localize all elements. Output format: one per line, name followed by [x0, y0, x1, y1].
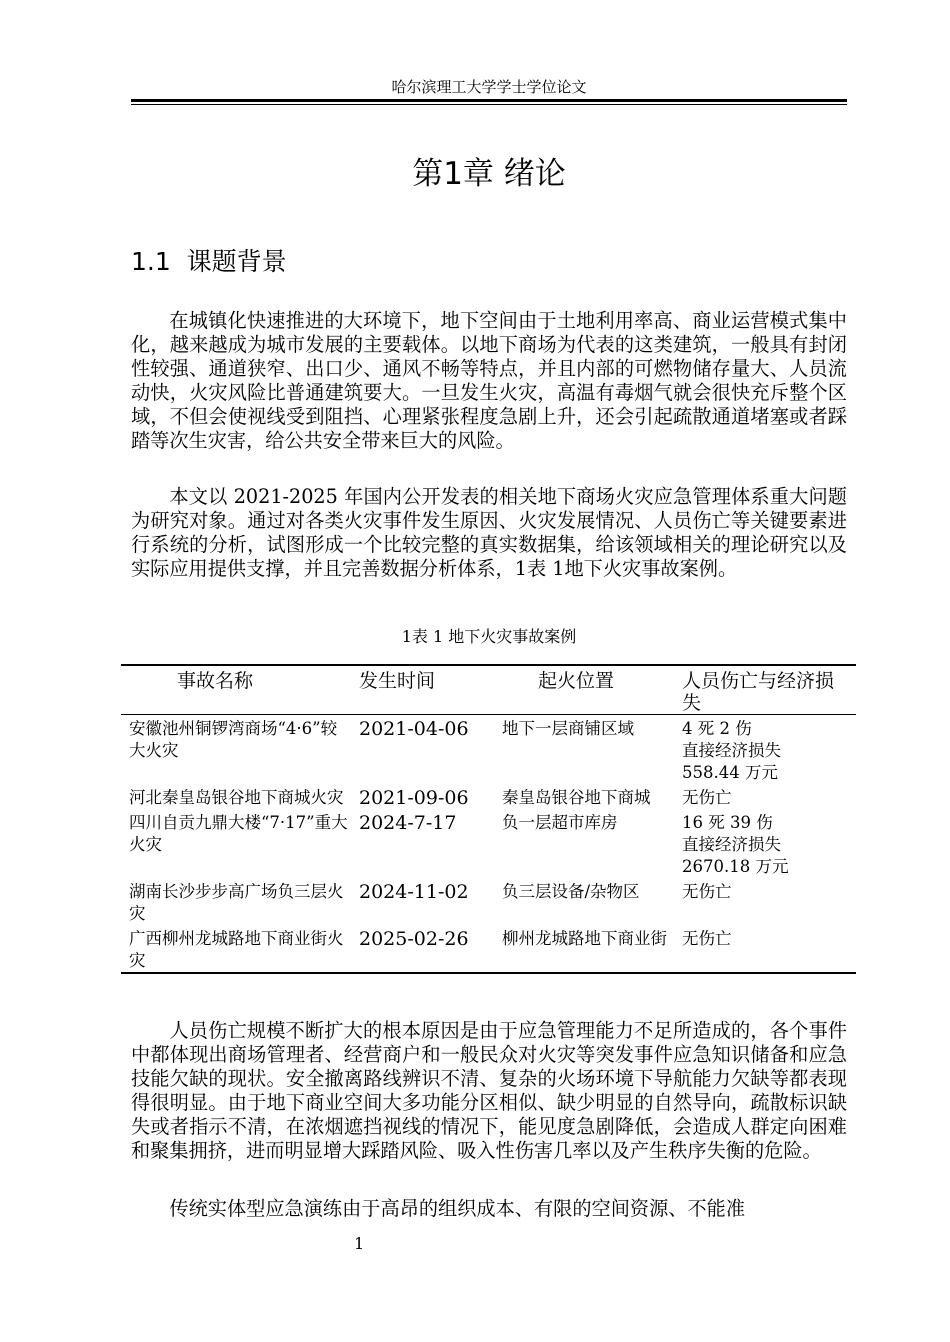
body-paragraph-1: 在城镇化快速推进的大环境下，地下空间由于土地利用率高、商业运营模式集中化，越来越成为城市发展的主要载体。以地下商场为代表的这类建筑，一般具有封闭性较强、通道狭窄、出口少、通风不畅等特点，并且内部的可燃物储存量大、人员流动快，火灾风险比普通建筑要大。一旦发生火灾，高温有毒烟气就会很快充斥整个区域，不但会使视线受到阻挡、心理紧张程度急剧上升，还会引起疏散通道堵塞或者踩踏等次生灾害，给公共安全带来巨大的风险。	[131, 309, 847, 452]
incident-date: 2025-02-26	[353, 925, 496, 973]
table-row	[121, 715, 856, 785]
incident-casualty-cell	[677, 784, 856, 809]
table-header-row	[121, 665, 856, 715]
table-row	[121, 878, 856, 925]
incident-date: 2024-7-17	[359, 812, 457, 834]
casualty-count: 4 死 2 伤	[682, 719, 752, 738]
loss-value: 558.44 万元	[682, 763, 778, 782]
loss-label: 直接经济损失	[682, 741, 781, 760]
column-header-date: 发生时间	[353, 665, 496, 715]
table-row	[121, 784, 856, 809]
section-number: 1.1	[131, 247, 171, 276]
column-header-casualty: 人员伤亡与经济损失	[677, 665, 856, 715]
table-caption: 1表 1 地下火灾事故案例	[401, 627, 577, 646]
body-paragraph-3: 人员伤亡规模不断扩大的根本原因是由于应急管理能力不足所造成的，各个事件中都体现出商场管理者、经营商户和一般民众对火灾等突发事件应急知识储备和应急技能欠缺的现状。安全撤离路线辨识不清、复杂的火场环境下导航能力欠缺等都表现得很明显。由于地下商业空间大多功能分区相似、缺少明显的自然导向，疏散标识缺失或者指示不清，在浓烟遮挡视线的情况下，能见度急剧降低，会造成人群定向困难和聚集拥挤，进而明显增大踩踏风险、吸入性伤害几率以及产生秩序失衡的危险。	[131, 1019, 847, 1162]
incident-name: 安徽池州铜锣湾商场“4·6”较大火灾	[129, 719, 338, 760]
column-header-location: 起火位置	[496, 665, 677, 715]
incident-date: 2024-11-02	[359, 881, 469, 903]
header-rule-thin	[131, 104, 847, 105]
incident-location: 秦皇岛银谷地下商城	[502, 788, 651, 807]
casualty-count: 无伤亡	[682, 929, 732, 948]
column-header-name: 事故名称	[121, 665, 353, 715]
body-paragraph-4: 传统实体型应急演练由于高昂的组织成本、有限的空间资源、不能准	[169, 1197, 746, 1220]
incident-name: 广西柳州龙城路地下商业街火灾	[121, 925, 353, 973]
section-title	[131, 244, 287, 280]
chapter-title: 第1章 绪论	[412, 156, 566, 192]
incident-location: 地下一层商铺区域	[502, 719, 634, 738]
incident-date: 2021-04-06	[359, 718, 469, 740]
casualty-count: 16 死 39 伤	[682, 813, 773, 832]
table-row	[121, 925, 856, 973]
incident-casualty-cell	[677, 878, 856, 925]
casualty-count: 无伤亡	[682, 882, 732, 901]
incident-casualty-cell	[677, 925, 856, 973]
loss-value: 2670.18 万元	[682, 857, 789, 876]
incident-location: 负三层设备/杂物区	[502, 882, 640, 901]
incident-location: 负一层超市库房	[502, 813, 618, 832]
running-header: 哈尔滨理工大学学士学位论文	[391, 78, 587, 96]
incident-location: 柳州龙城路地下商业街	[496, 925, 677, 973]
table-row	[121, 809, 856, 878]
incident-name: 河北秦皇岛银谷地下商城火灾	[129, 788, 344, 807]
table-body	[121, 715, 856, 974]
section-heading: 课题背景	[186, 247, 287, 276]
fire-incident-table	[121, 664, 856, 974]
page-number: 1	[354, 1234, 365, 1253]
loss-label: 直接经济损失	[682, 835, 781, 854]
body-paragraph-2: 本文以 2021-2025 年国内公开发表的相关地下商场火灾应急管理体系重大问题为研究对象。通过对各类火灾事件发生原因、火灾发展情况、人员伤亡等关键要素进行系统的分析，试图形成一个比较完整的真实数据集，给该领域相关的理论研究以及实际应用提供支撑，并且完善数据分析体系，1表 1地下火灾事故案例。	[131, 485, 847, 580]
incident-date: 2021-09-06	[359, 787, 469, 809]
incident-name: 四川自贡九鼎大楼“7·17”重大火灾	[129, 813, 348, 854]
incident-casualty-cell	[677, 809, 856, 878]
header-rule-thick	[131, 99, 847, 102]
incident-name: 湖南长沙步步高广场负三层火灾	[129, 882, 344, 923]
casualty-count: 无伤亡	[682, 788, 732, 807]
incident-casualty-cell	[677, 715, 856, 785]
